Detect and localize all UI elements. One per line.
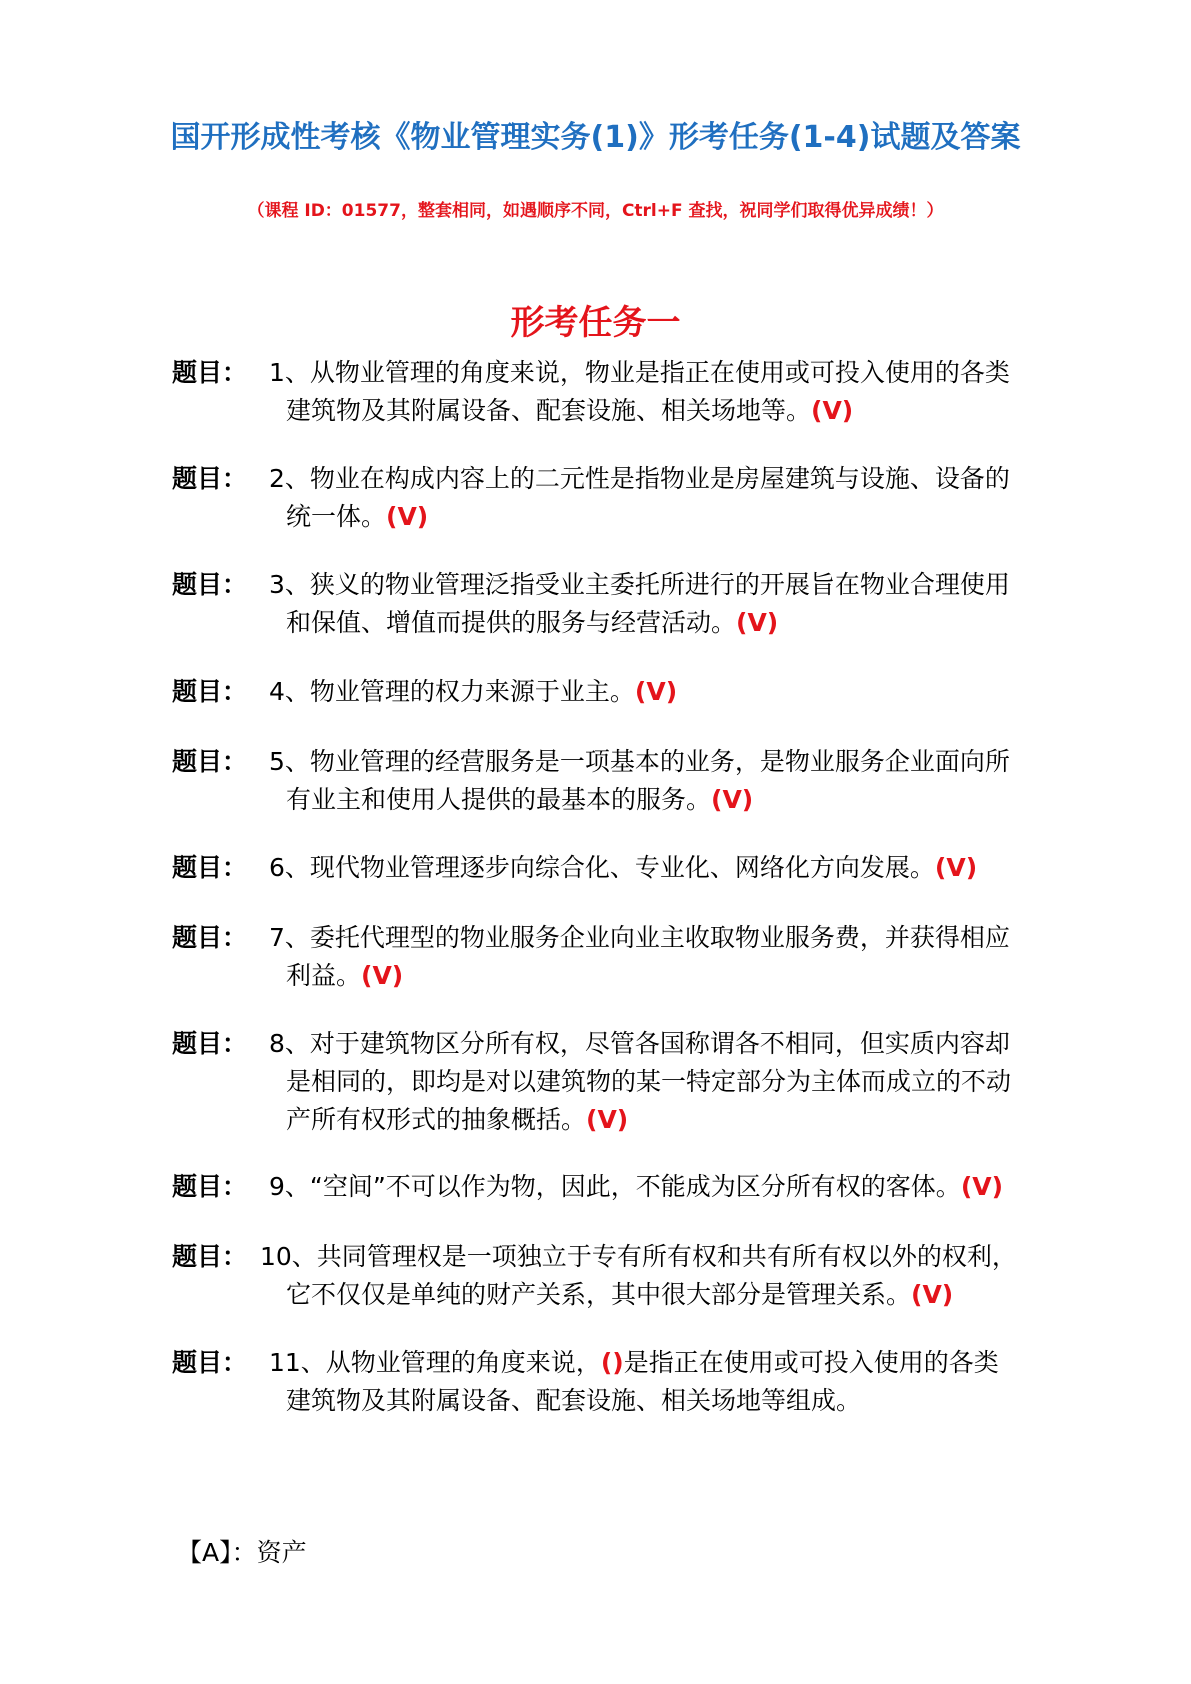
question-text: 3、狭义的物业管理泛指受业主委托所进行的开展旨在物业合理使用 [269, 570, 1010, 599]
question-label: 题目： [172, 677, 248, 706]
question-label: 题目： [172, 1242, 248, 1271]
question-text: 产所有权形式的抽象概括。 [286, 1105, 587, 1134]
question-9 [172, 1168, 1092, 1206]
question-5 [172, 743, 1092, 819]
question-text: 11、从物业管理的角度来说， [269, 1348, 601, 1377]
document-title: 国开形成性考核《物业管理实务(1)》形考任务(1-4)试题及答案 [170, 120, 1021, 155]
question-label: 题目： [172, 1172, 248, 1201]
answer-mark: (V) [934, 853, 978, 882]
section-heading: 形考任务一 [510, 303, 681, 343]
question-10 [172, 1238, 1092, 1314]
answer-blank: () [600, 1348, 624, 1377]
question-text: 6、现代物业管理逐步向综合化、专业化、网络化方向发展。 [269, 853, 935, 882]
question-text: 统一体。 [286, 502, 387, 531]
course-note: （课程 ID：01577，整套相同，如遇顺序不同，Ctrl+F 查找，祝同学们取得优异成绩！） [247, 201, 944, 221]
question-text: 7、委托代理型的物业服务企业向业主收取物业服务费，并获得相应 [269, 923, 1010, 952]
question-label: 题目： [172, 747, 248, 776]
answer-mark: (V) [911, 1280, 954, 1309]
option-a: 【A】：资产 [177, 1538, 307, 1567]
answer-mark: (V) [811, 396, 854, 425]
question-text: 9、“空间”不可以作为物，因此，不能成为区分所有权的客体。 [269, 1172, 961, 1201]
question-text: 建筑物及其附属设备、配套设施、相关场地等组成。 [286, 1386, 862, 1415]
question-label: 题目： [172, 570, 248, 599]
question-6 [172, 849, 1092, 887]
question-label: 题目： [172, 923, 248, 952]
question-text: 和保值、增值而提供的服务与经营活动。 [286, 608, 737, 637]
question-7 [172, 919, 1092, 995]
answer-mark: (V) [960, 1172, 1004, 1201]
answer-mark: (V) [736, 608, 779, 637]
question-3 [172, 566, 1092, 642]
answer-mark: (V) [711, 785, 754, 814]
answer-mark: (V) [386, 502, 429, 531]
question-text: 1、从物业管理的角度来说，物业是指正在使用或可投入使用的各类 [269, 358, 1010, 387]
question-text: 建筑物及其附属设备、配套设施、相关场地等。 [286, 396, 812, 425]
question-text: 2、物业在构成内容上的二元性是指物业是房屋建筑与设施、设备的 [269, 464, 1010, 493]
question-text: 是指正在使用或可投入使用的各类 [623, 1348, 999, 1377]
question-text: 10、共同管理权是一项独立于专有所有权和共有所有权以外的权利， [260, 1242, 1017, 1271]
answer-mark: (V) [586, 1105, 629, 1134]
question-text: 5、物业管理的经营服务是一项基本的业务，是物业服务企业面向所 [269, 747, 1010, 776]
question-text: 利益。 [286, 961, 362, 990]
question-label: 题目： [172, 464, 248, 493]
question-11 [172, 1344, 1092, 1420]
question-label: 题目： [172, 358, 248, 387]
question-8 [172, 1025, 1092, 1139]
question-text: 有业主和使用人提供的最基本的服务。 [286, 785, 712, 814]
question-label: 题目： [172, 853, 248, 882]
question-text: 8、对于建筑物区分所有权，尽管各国称谓各不相同，但实质内容却 [269, 1029, 1010, 1058]
question-4 [172, 673, 1092, 711]
question-2 [172, 460, 1092, 536]
question-label: 题目： [172, 1029, 248, 1058]
question-text: 4、物业管理的权力来源于业主。 [269, 677, 635, 706]
question-text: 是相同的，即均是对以建筑物的某一特定部分为主体而成立的不动 [286, 1067, 1012, 1096]
answer-mark: (V) [361, 961, 404, 990]
question-label: 题目： [172, 1348, 248, 1377]
answer-mark: (V) [634, 677, 678, 706]
question-text: 它不仅仅是单纯的财产关系，其中很大部分是管理关系。 [286, 1280, 912, 1309]
question-1 [172, 354, 1092, 430]
